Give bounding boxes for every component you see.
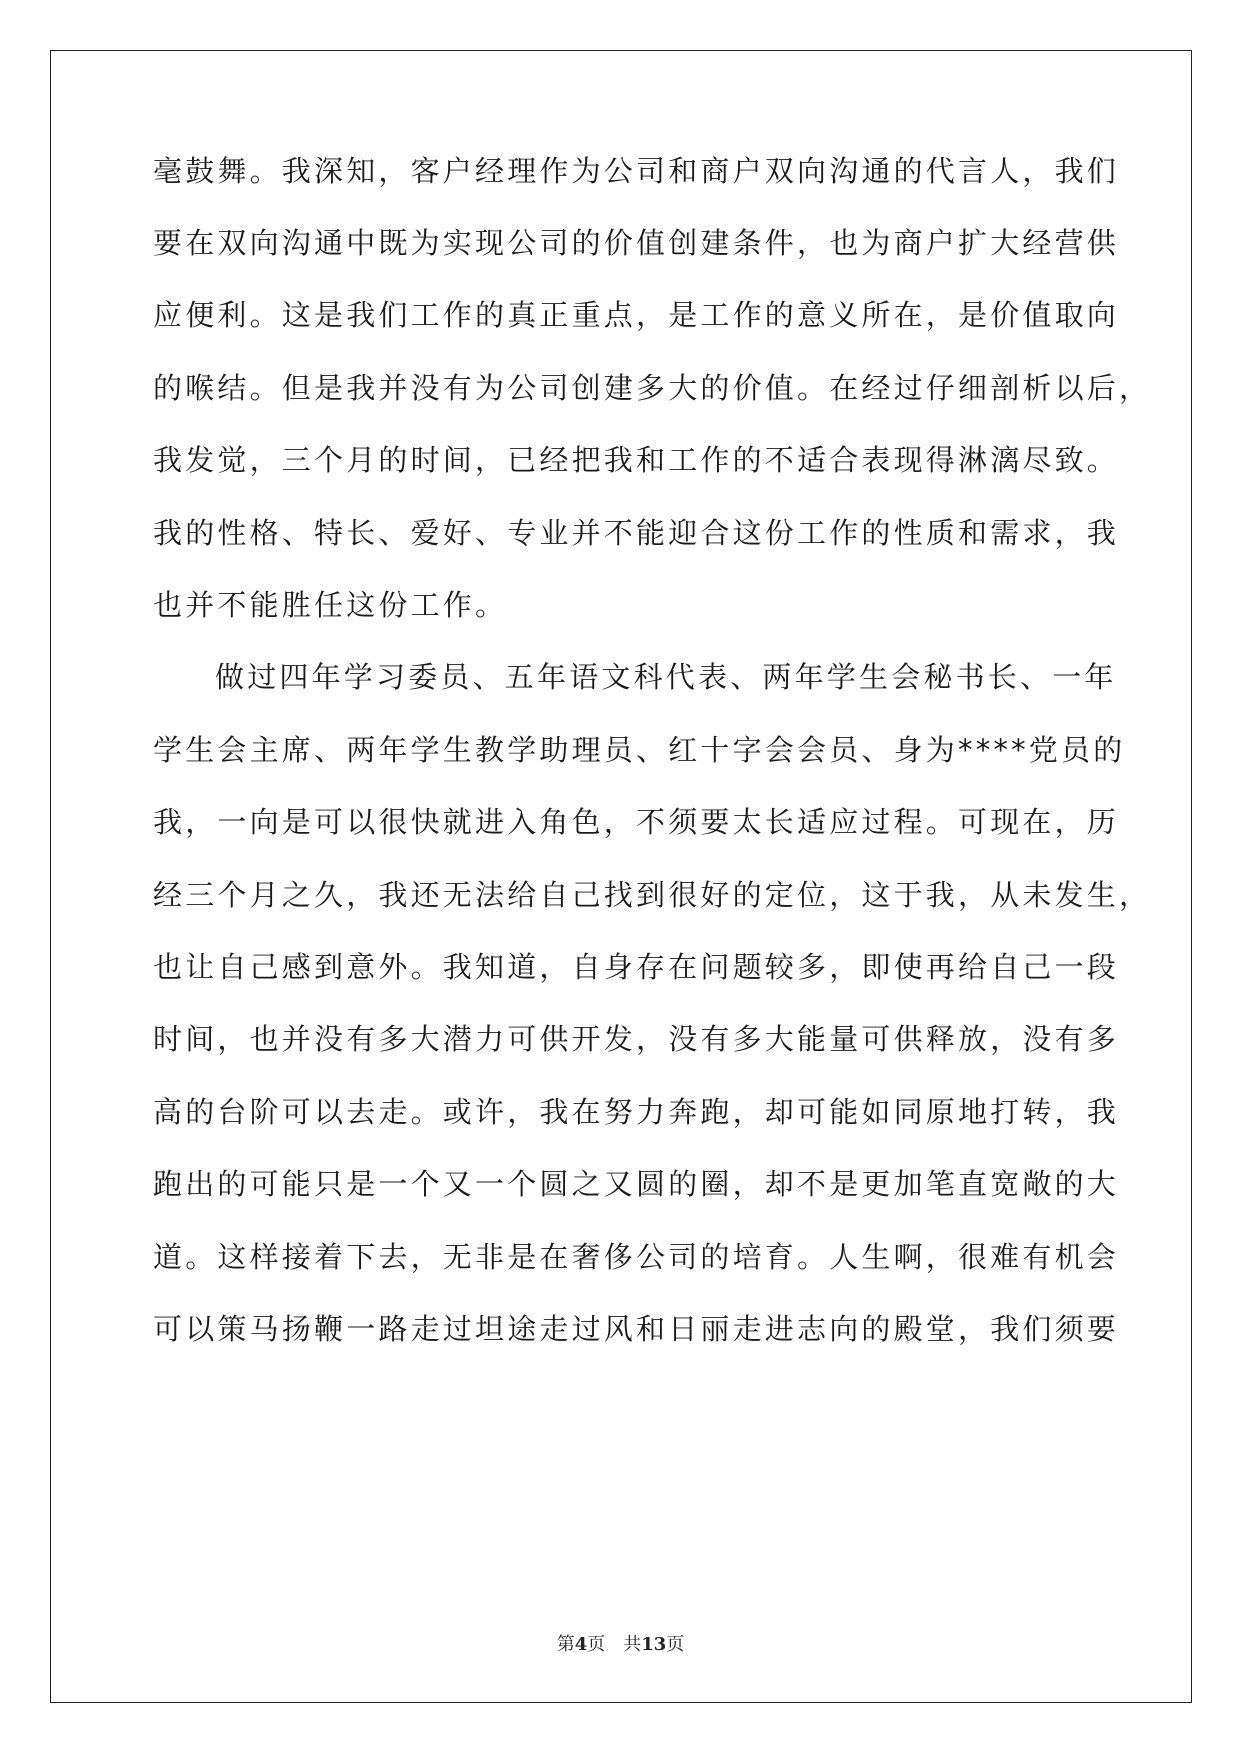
total-suffix: 页 xyxy=(666,1634,685,1655)
total-prefix: 共 xyxy=(623,1634,642,1655)
text-line: 时间，也并没有多大潜力可供开发，没有多大能量可供释放，没有多 xyxy=(153,1022,1120,1056)
text-line: 道。这样接着下去，无非是在奢侈公司的培育。人生啊，很难有机会 xyxy=(153,1240,1120,1274)
text-line: 毫鼓舞。我深知，客户经理作为公司和商户双向沟通的代言人，我们 xyxy=(153,154,1120,188)
text-line: 也并不能胜任这份工作。 xyxy=(153,588,508,622)
paragraph-first-line: 做过四年学习委员、五年语文科代表、两年学生会秘书长、一年 xyxy=(215,660,1117,694)
text-line: 可以策马扬鞭一路走过坦途走过风和日丽走进志向的殿堂，我们须要 xyxy=(153,1312,1120,1346)
text-line: 学生会主席、两年学生教学助理员、红十字会会员、身为****党员的 xyxy=(153,733,1126,767)
text-line: 经三个月之久，我还无法给自己找到很好的定位，这于我，从未发生， xyxy=(153,878,1152,912)
text-line: 我发觉，三个月的时间，已经把我和工作的不适合表现得淋漓尽致。 xyxy=(153,443,1120,477)
page-footer xyxy=(0,1630,1241,1656)
total-pages: 13 xyxy=(641,1634,667,1655)
page-number: 4 xyxy=(574,1634,588,1655)
page-prefix: 第 xyxy=(556,1634,575,1655)
text-line: 我的性格、特长、爱好、专业并不能迎合这份工作的性质和需求，我 xyxy=(153,516,1120,550)
text-line: 也让自己感到意外。我知道，自身存在问题较多，即使再给自己一段 xyxy=(153,950,1120,984)
text-line: 要在双向沟通中既为实现公司的价值创建条件，也为商户扩大经营供 xyxy=(153,226,1120,260)
text-line: 应便利。这是我们工作的真正重点，是工作的意义所在，是价值取向 xyxy=(153,298,1120,332)
text-line: 跑出的可能只是一个又一个圆之又圆的圈，却不是更加笔直宽敞的大 xyxy=(153,1167,1120,1201)
text-line: 高的台阶可以去走。或许，我在努力奔跑，却可能如同原地打转，我 xyxy=(153,1095,1120,1129)
text-line: 的喉结。但是我并没有为公司创建多大的价值。在经过仔细剖析以后， xyxy=(153,371,1152,405)
text-line: 我，一向是可以很快就进入角色，不须要太长适应过程。可现在，历 xyxy=(153,805,1120,839)
page-suffix: 页 xyxy=(587,1634,606,1655)
